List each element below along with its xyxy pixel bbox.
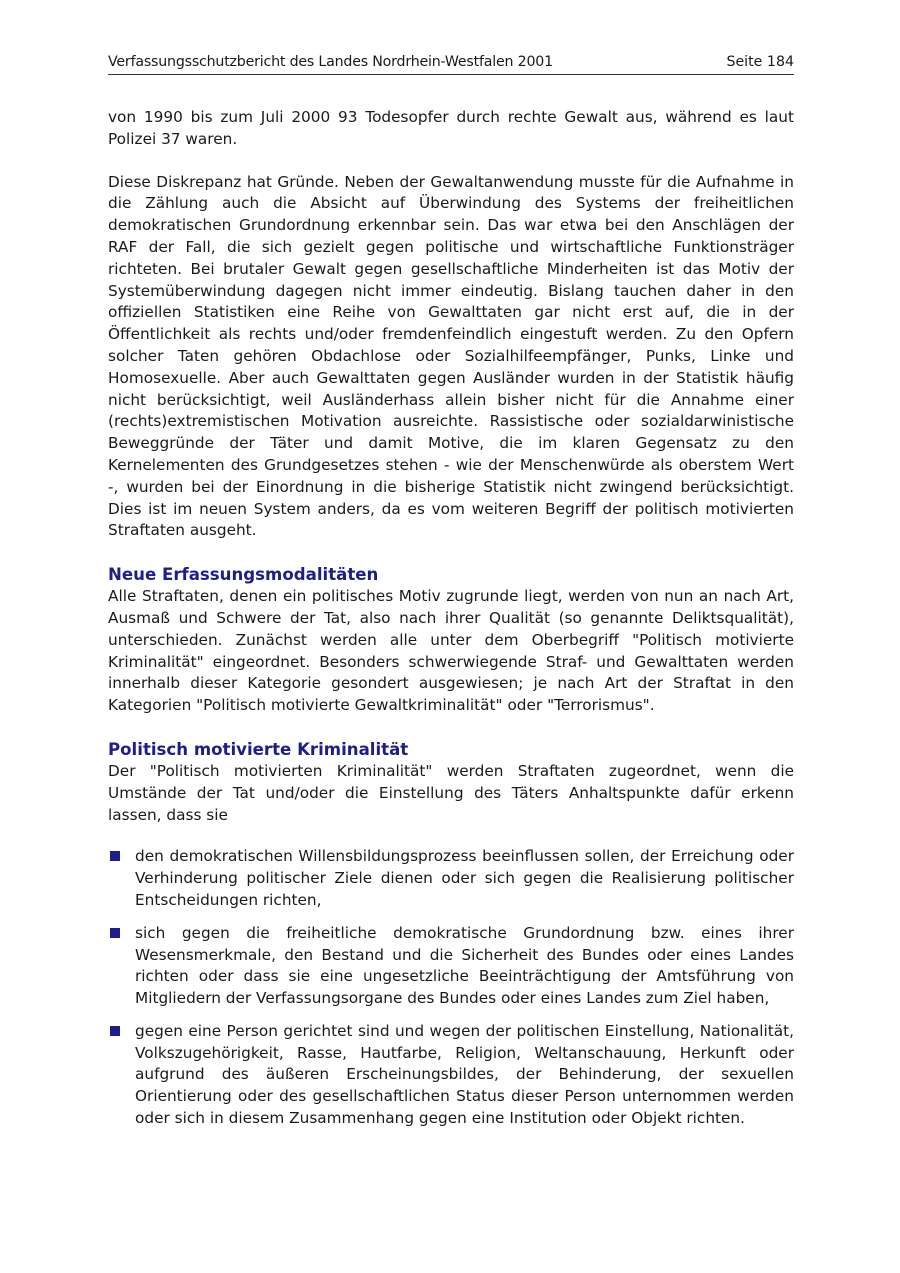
paragraph-definition: Der "Politisch motivierten Kriminalität" werden Straftaten zugeordnet, wenn die Umstände der Tat und/oder die Einstellung des Täters Anhaltspunkte dafür erkenn lassen, dass sie xyxy=(108,761,794,824)
square-bullet-icon xyxy=(110,1026,120,1036)
section-heading-politisch-motivierte-kriminalitaet: Politisch motivierte Kriminalität xyxy=(108,739,409,759)
paragraph-discrepancy: Diese Diskrepanz hat Gründe. Neben der Gewaltanwendung musste für die Aufnahme in die Zählung auch die Absicht auf Überwindung des Systems der freiheitlichen demokratischen Grundordnung erkennbar sein. Das war etwa bei den Anschlägen der RAF der Fall, die sich gezielt gegen politische und wirtschaftliche Funktionsträger richteten. Bei brutaler Gewalt gegen gesellschaftliche Minderheiten ist das Motiv der Systemüberwindung dagegen nicht immer eindeutig. Bislang tauchen daher in den offiziellen Statistiken eine Reihe von Gewalttaten gar nicht erst auf, die in der Öffentlichkeit als rechts und/oder fremdenfeindlich eingestuft werden. Zu den Opfern solcher Taten gehören Obdachlose oder Sozialhilfeempfänger, Punks, Linke und Homosexuelle. Aber auch Gewalttaten gegen Ausländer wurden in der Statistik häufig nicht berücksichtigt, weil Ausländerhass allein bisher nicht für die Annahme einer (rechts)extremistischen Motivation ausreichte. Rassistische oder sozialdarwinistische Beweggründe der Täter und damit Motive, die im klaren Gegensatz zu den Kernelementen des Grundgesetzes stehen - wie der Menschenwürde als oberstem Wert -, wurden bei der Einordnung in die bisherige Statistik nicht zwingend berücksichtigt. Dies ist im neuen System anders, da es vom weiteren Begriff der politisch motivierten Straftaten ausgeht. xyxy=(108,172,794,540)
page-number: Seite 184 xyxy=(726,54,794,70)
square-bullet-icon xyxy=(110,851,120,861)
header-title: Verfassungsschutzbericht des Landes Nordrhein-Westfalen 2001 xyxy=(108,54,553,70)
criteria-list xyxy=(108,846,794,1130)
list-item xyxy=(108,923,794,1010)
list-item-text: sich gegen die freiheitliche demokratische Grundordnung bzw. eines ihrer Wesensmerkmale, den Bestand und die Sicherheit des Bundes oder eines Landes richten oder dass sie eine ungesetzliche Beeinträchtigung der Amtsführung von Mitgliedern der Verfassungsorgane des Bundes oder eines Landes zum Ziel haben, xyxy=(135,923,794,1008)
paragraph-intro: von 1990 bis zum Juli 2000 93 Todesopfer durch rechte Gewalt aus, während es laut Polizei 37 waren. xyxy=(108,108,794,148)
list-item xyxy=(108,1021,794,1130)
list-item xyxy=(108,846,794,911)
paragraph-erfassung: Alle Straftaten, denen ein politisches Motiv zugrunde liegt, werden von nun an nach Art, Ausmaß und Schwere der Tat, also nach ihrer Qualität (so genannte Deliktsqualität), unterschieden. Zunächst werden alle unter dem Oberbegriff "Politisch motivierte Kriminalität" eingeordnet. Besonders schwerwiegende Straf- und Gewalttaten werden innerhalb dieser Kategorie gesondert ausgewiesen; je nach Art der Straftat in den Kategorien "Politisch motivierte Gewaltkriminalität" oder "Terrorismus". xyxy=(108,587,794,715)
section-heading-erfassungsmodalitaeten: Neue Erfassungsmodalitäten xyxy=(108,565,379,585)
running-header xyxy=(108,52,794,75)
page-content xyxy=(108,107,794,1141)
list-item-text: den demokratischen Willensbildungsprozess beeinflussen sollen, der Erreichung oder Verhinderung politischer Ziele dienen oder sich gegen die Realisierung politischer Entscheidungen richten, xyxy=(135,847,794,909)
square-bullet-icon xyxy=(110,928,120,938)
list-item-text: gegen eine Person gerichtet sind und wegen der politischen Einstellung, Nationalität, Volkszugehörigkeit, Rasse, Hautfarbe, Religion, Weltanschauung, Herkunft oder aufgrund des äußeren Erscheinungsbildes, der Behinderung, der sexuellen Orientierung oder des gesellschaftlichen Status dieser Person unternommen werden oder sich in diesem Zusammenhang gegen eine Institution oder Objekt richten. xyxy=(135,1021,794,1128)
